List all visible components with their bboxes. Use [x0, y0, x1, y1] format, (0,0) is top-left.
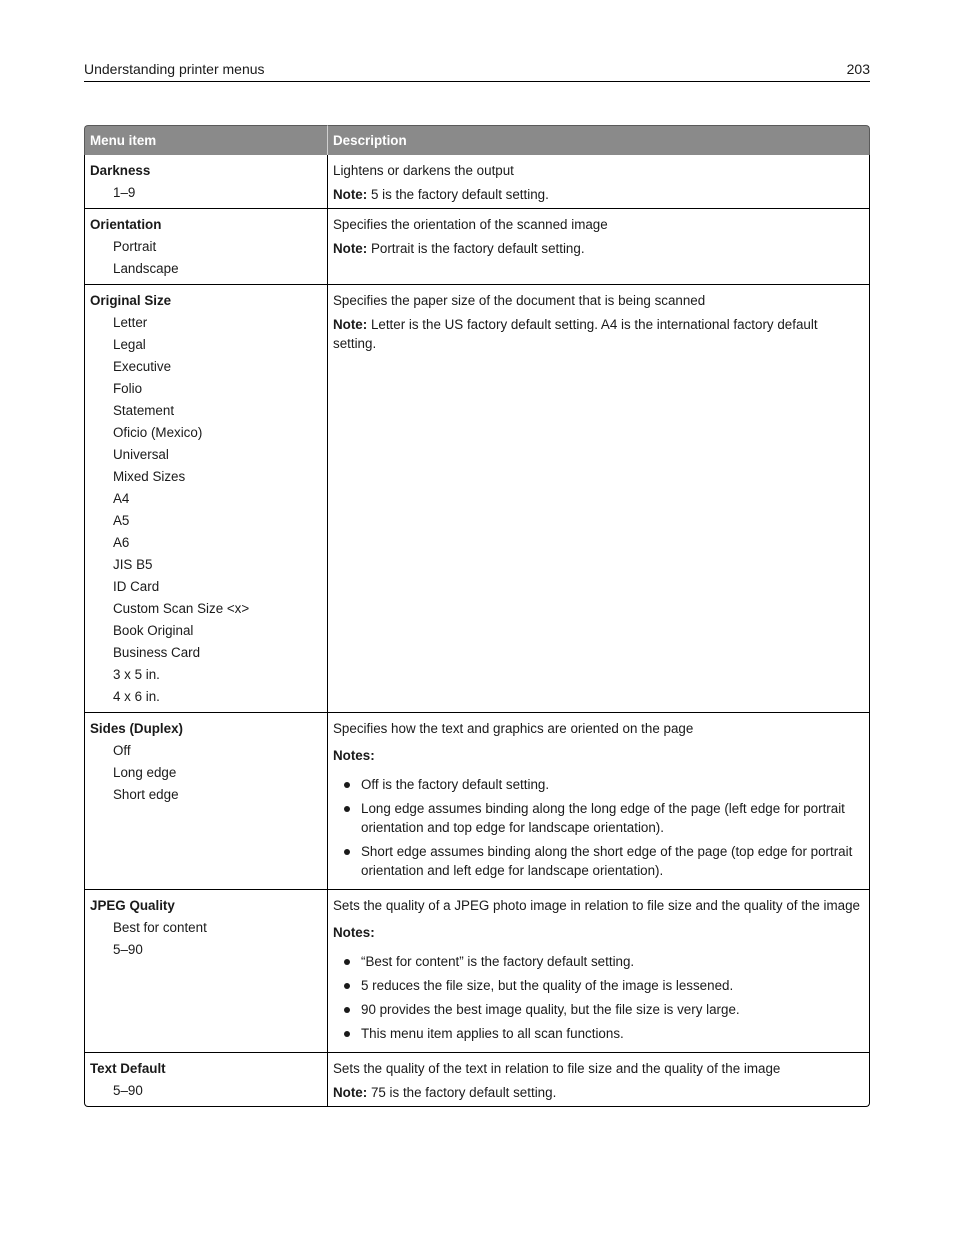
table-row — [84, 209, 870, 285]
bullet-text: Long edge assumes binding along the long edge of the page (left edge for portrait orientation and top edge for landscape orientation). — [361, 801, 845, 835]
menu-item-option: Mixed Sizes — [113, 469, 186, 484]
menu-item-option: Short edge — [113, 787, 179, 802]
bullet-icon — [344, 782, 350, 788]
menu-item-cell — [84, 1053, 328, 1107]
menu-item-option: Executive — [113, 359, 172, 374]
menu-item-option: Business Card — [113, 645, 201, 660]
note — [333, 185, 864, 204]
notes-list — [333, 952, 864, 1043]
bullet-text: Short edge assumes binding along the short edge of the page (top edge for portrait orientation and left edge for landscape orientation). — [361, 844, 853, 878]
menu-item-option: Oficio (Mexico) — [113, 425, 203, 440]
bullet-icon — [344, 806, 350, 812]
note — [333, 239, 864, 258]
description-text: Lightens or darkens the output — [333, 163, 514, 178]
note-label: Note: — [333, 241, 368, 256]
menu-item-option: Legal — [113, 337, 146, 352]
menu-item-option: Letter — [113, 315, 148, 330]
page-header — [84, 58, 870, 82]
description-cell — [328, 890, 870, 1053]
list-item — [333, 1000, 864, 1019]
notes-label: Notes: — [333, 748, 375, 763]
notes-label: Notes: — [333, 925, 375, 940]
list-item — [333, 799, 864, 837]
column-header-description: Description — [328, 125, 870, 155]
note-text: Letter is the US factory default setting. A4 is the international factory default setting. — [333, 317, 818, 351]
menu-table — [84, 125, 870, 1107]
note-text: Portrait is the factory default setting. — [367, 241, 585, 256]
description-text: Sets the quality of the text in relation to file size and the quality of the image — [333, 1061, 781, 1076]
table-row — [84, 890, 870, 1053]
bullet-text: This menu item applies to all scan functions. — [361, 1026, 624, 1041]
menu-item-cell — [84, 890, 328, 1053]
list-item — [333, 976, 864, 995]
bullet-text: 5 reduces the file size, but the quality of the image is lessened. — [361, 978, 734, 993]
menu-item-option: Book Original — [113, 623, 194, 638]
menu-item-name: Orientation — [90, 217, 162, 232]
bullet-text: 90 provides the best image quality, but the file size is very large. — [361, 1002, 740, 1017]
menu-item-option: ID Card — [113, 579, 160, 594]
column-header-menu-item: Menu item — [84, 125, 328, 155]
menu-item-option: JIS B5 — [113, 557, 153, 572]
table-body — [84, 155, 870, 1107]
bullet-icon — [344, 1007, 350, 1013]
bullet-icon — [344, 983, 350, 989]
table-header-row — [84, 125, 870, 155]
list-item — [333, 1024, 864, 1043]
list-item — [333, 842, 864, 880]
note-text: 75 is the factory default setting. — [367, 1085, 557, 1100]
description-cell — [328, 285, 870, 713]
description-cell — [328, 209, 870, 285]
menu-item-option: Long edge — [113, 765, 177, 780]
list-item — [333, 952, 864, 971]
menu-item-option: Landscape — [113, 261, 179, 276]
description-text: Specifies how the text and graphics are oriented on the page — [333, 721, 694, 736]
page-header-title: Understanding printer menus — [84, 61, 265, 77]
note-label: Note: — [333, 187, 368, 202]
table-row — [84, 1053, 870, 1107]
menu-item-option: Custom Scan Size <x> — [113, 601, 250, 616]
menu-item-name: JPEG Quality — [90, 898, 175, 913]
menu-item-cell — [84, 155, 328, 209]
list-item — [333, 775, 864, 794]
menu-item-option: Off — [113, 743, 131, 758]
menu-item-name: Darkness — [90, 163, 151, 178]
page-number: 203 — [846, 61, 870, 77]
bullet-icon — [344, 849, 350, 855]
note-label: Note: — [333, 317, 368, 332]
menu-item-option: A4 — [113, 491, 130, 506]
menu-item-cell — [84, 713, 328, 890]
bullet-text: “Best for content” is the factory default setting. — [361, 954, 635, 969]
table-row — [84, 285, 870, 713]
description-text: Sets the quality of a JPEG photo image in relation to file size and the quality of the image — [333, 898, 861, 913]
menu-item-name: Sides (Duplex) — [90, 721, 184, 736]
note-label: Note: — [333, 1085, 368, 1100]
notes-list — [333, 775, 864, 880]
menu-item-option: A6 — [113, 535, 130, 550]
menu-item-option: 4 x 6 in. — [113, 689, 160, 704]
table-row — [84, 713, 870, 890]
menu-item-option: Folio — [113, 381, 143, 396]
menu-item-cell — [84, 285, 328, 713]
bullet-icon — [344, 1031, 350, 1037]
menu-item-cell — [84, 209, 328, 285]
description-cell — [328, 713, 870, 890]
menu-item-name: Original Size — [90, 293, 172, 308]
menu-item-option: Statement — [113, 403, 175, 418]
description-text: Specifies the paper size of the document that is being scanned — [333, 293, 706, 308]
menu-item-option: Portrait — [113, 239, 157, 254]
description-text: Specifies the orientation of the scanned image — [333, 217, 608, 232]
menu-item-option: 3 x 5 in. — [113, 667, 160, 682]
description-cell — [328, 155, 870, 209]
menu-item-option: 5–90 — [113, 942, 143, 957]
note-text: 5 is the factory default setting. — [367, 187, 549, 202]
menu-item-option: A5 — [113, 513, 130, 528]
menu-item-option: Best for content — [113, 920, 207, 935]
menu-item-option: 5–90 — [113, 1083, 143, 1098]
bullet-text: Off is the factory default setting. — [361, 777, 550, 792]
menu-item-option: Universal — [113, 447, 169, 462]
menu-item-name: Text Default — [90, 1061, 166, 1076]
bullet-icon — [344, 959, 350, 965]
note — [333, 1083, 864, 1102]
note — [333, 315, 864, 353]
menu-item-option: 1–9 — [113, 185, 136, 200]
table-row — [84, 155, 870, 209]
description-cell — [328, 1053, 870, 1107]
